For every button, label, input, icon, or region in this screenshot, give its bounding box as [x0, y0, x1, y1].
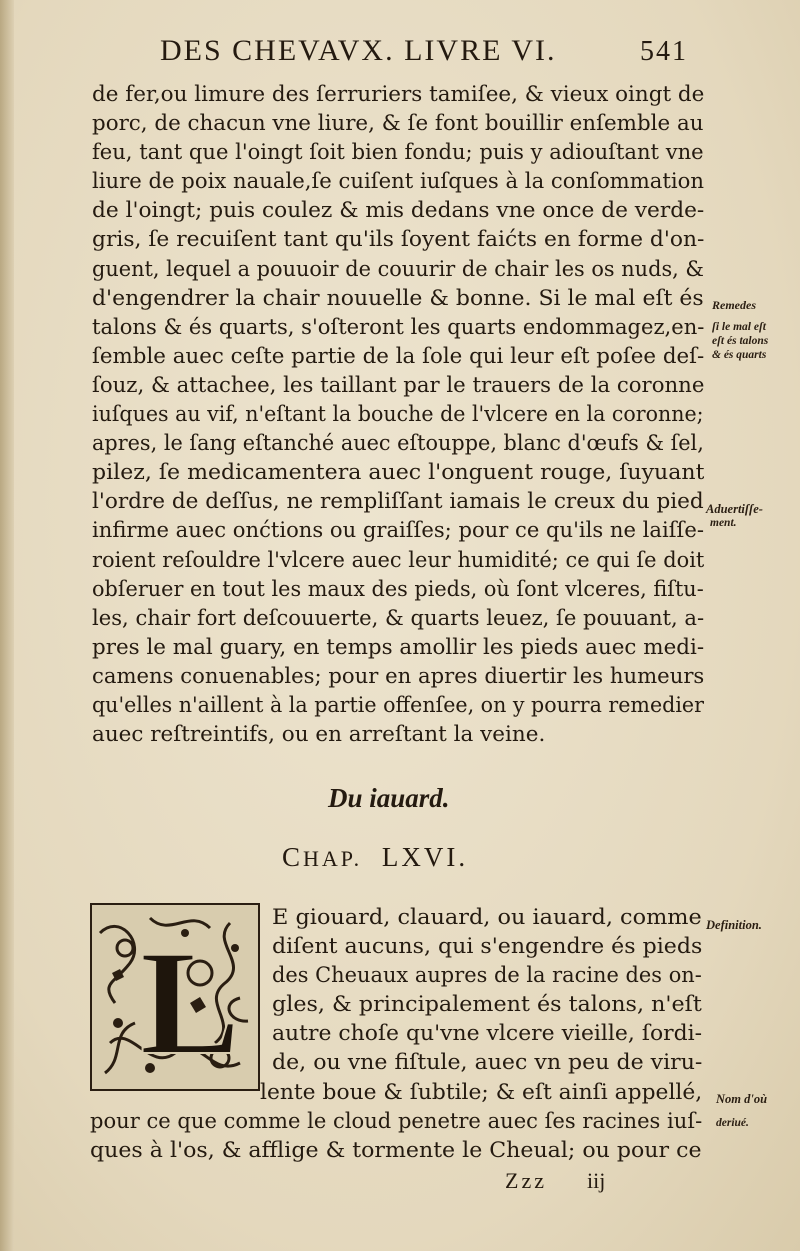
chapter-number — [282, 842, 468, 873]
chapter-title: Du iauard. — [328, 783, 450, 813]
text-line: roient reſouldre l'vlcere auec leur humidité; ce qui ſe doit — [92, 547, 704, 573]
chapter-label: HAP. — [303, 846, 363, 871]
page-number: 541 — [640, 36, 688, 67]
text-line: E giouard, clauard, ou iauard, comme — [272, 905, 702, 930]
signature-mark: Zzz — [505, 1168, 547, 1193]
text-line: porc, de chacun vne liure, & ſe font bouillir enſemble au — [92, 111, 704, 137]
text-line: ſemble auec ceſte partie de la ſole qui leur eſt poſee deſ- — [92, 343, 704, 369]
margin-note-nom-derive: Nom d'où deriué. — [716, 1092, 768, 1129]
text-line: les, chair fort deſcouuerte, & quarts leuez, ſe pouuant, a- — [92, 605, 704, 631]
text-line: talons & és quarts, s'oſteront les quarts endommagez,en- — [92, 314, 704, 340]
text-line: de, ou vne fiſtule, auec vn peu de viru- — [272, 1050, 702, 1076]
running-header — [160, 34, 720, 74]
text-line: obſeruer en tout les maux des pieds, où ſont vlceres, fiſtu- — [92, 576, 704, 602]
text-line: apres, le ſang eſtanché auec eſtouppe, blanc d'œufs & ſel, — [92, 431, 704, 457]
text-line: qu'elles n'aillent à la partie offenſee, on y pourra remedier — [92, 692, 704, 718]
text-line: pres le mal guary, en temps amollir les pieds auec medi- — [92, 634, 704, 660]
text-line: gles, & principalement és talons, n'eſt — [272, 992, 702, 1018]
running-title: DES CHEVAVX. LIVRE VI. — [160, 34, 557, 67]
body-paragraph — [92, 80, 704, 749]
text-line: diſent aucuns, qui s'engendre és pieds — [272, 934, 702, 960]
text-line: pilez, ſe medicamentera auec l'onguent rouge, ſuyuant — [92, 460, 704, 486]
chapter-paragraph — [90, 903, 702, 1165]
text-line: guent, lequel a pouuoir de couurir de chair les os nuds, & — [92, 256, 704, 282]
page-gutter-shadow — [0, 0, 14, 1251]
text-line: ſouz, & attachee, les taillant par le trauers de la coronne — [92, 372, 704, 398]
text-line: pour ce que comme le cloud penetre auec ſes racines iuſ- — [90, 1108, 702, 1134]
text-line: liure de poix nauale,ſe cuiſent iuſques à la conſommation — [92, 169, 704, 195]
margin-note-aduertissement: Aduertiſſe- ment. — [706, 502, 763, 529]
text-line: feu, tant que l'oingt ſoit bien fondu; puis y adiouſtant vne — [92, 140, 704, 166]
text-line: d'engendrer la chair nouuelle & bonne. Si le mal eſt és — [92, 285, 704, 311]
text-line: de l'oingt; puis coulez & mis dedans vne once de verde- — [92, 198, 704, 224]
chapter-label-initial: C — [282, 842, 304, 872]
text-line: auec reſtreintifs, ou en arreſtant la veine. — [92, 722, 546, 748]
text-line: autre choſe qu'vne vlcere vieille, ſordi- — [272, 1021, 702, 1047]
text-line: des Cheuaux aupres de la racine des on- — [272, 963, 702, 989]
text-line: de fer,ou limure des ſerruriers tamiſee, & vieux oingt de — [92, 82, 704, 107]
leaf-number: iij — [587, 1168, 606, 1193]
chapter-roman-number: LXVI. — [381, 842, 469, 872]
text-line: camens conuenables; pour en apres diuertir les humeurs — [92, 663, 704, 689]
margin-note-definition: Definition. — [706, 918, 762, 932]
text-line: infirme auec onćtions ou graiſſes; pour ce qu'ils ne laiſſe- — [92, 518, 704, 544]
text-line: gris, ſe recuiſent tant qu'ils ſoyent faićts en forme d'on- — [92, 227, 704, 253]
text-line: ques à l'os, & afflige & tormente le Cheual; ou pour ce — [90, 1137, 702, 1163]
margin-note-remedes: Remedes ſi le mal eſt eſt és talons & és quarts — [712, 298, 769, 361]
initial-letter: L — [140, 920, 241, 1086]
text-line: lente boue & ſubtile; & eſt ainſi appellé, — [260, 1079, 702, 1105]
text-line: l'ordre de deſſus, ne rempliſſant iamais le creux du pied — [92, 489, 704, 515]
text-line: iuſques au vif, n'eſtant la bouche de l'vlcere en la coronne; — [92, 402, 704, 428]
